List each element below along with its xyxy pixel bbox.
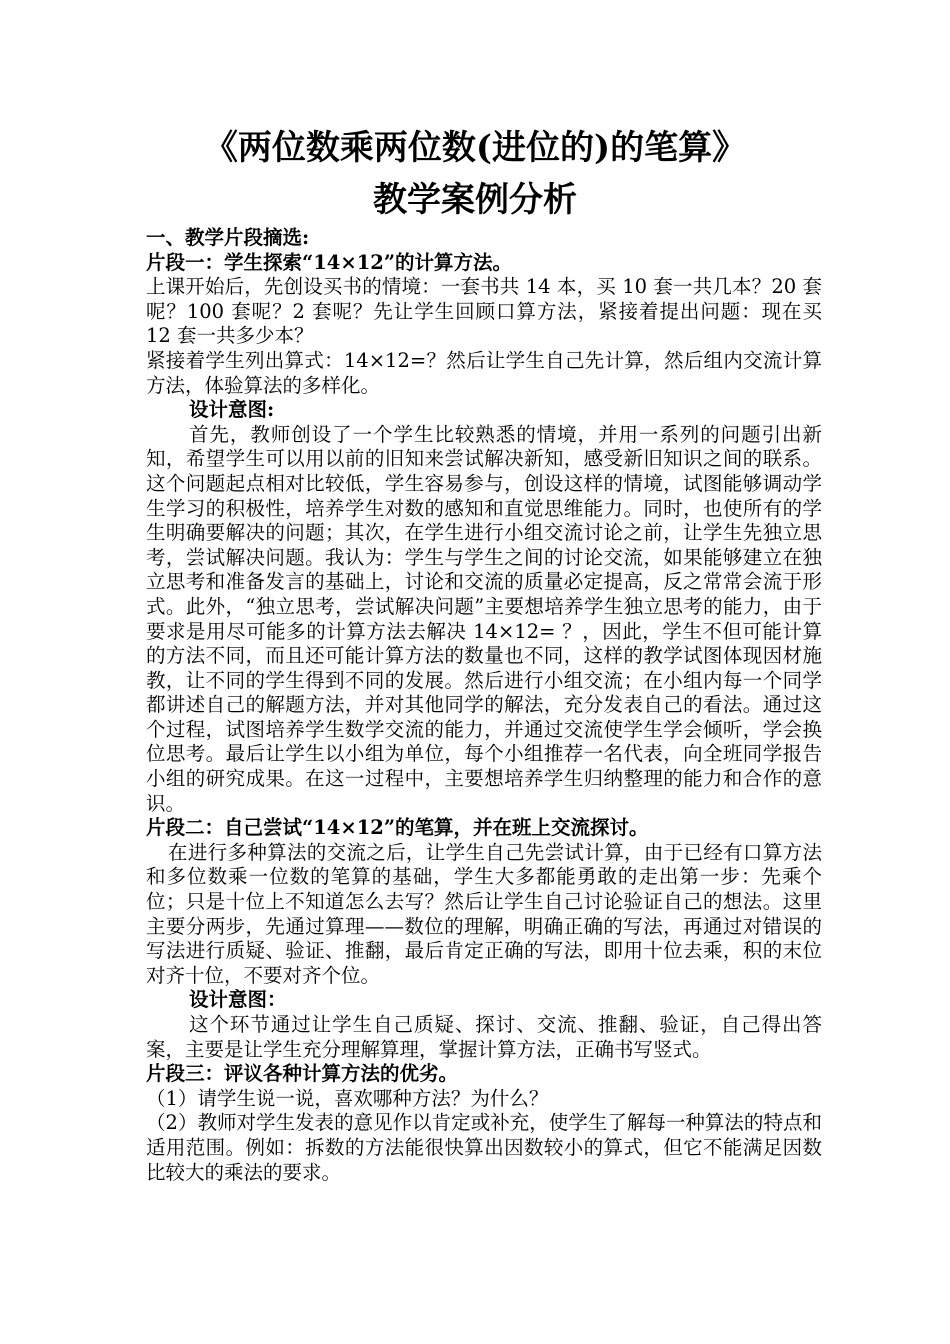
segment-heading-1: 片段一：学生探索“14×12”的计算方法。	[146, 250, 513, 274]
body-paragraph: 上课开始后，先创设买书的情境：一套书共 14 本，买 10 套一共几本？20 套呢？100 套呢？2 套呢？先让学生回顾口算方法，紧接着提出问题：现在买 12 套一共多少本？	[146, 275, 822, 348]
document-subtitle: 教学案例分析	[373, 180, 577, 220]
design-intent-label: 设计意图：	[189, 988, 287, 1012]
document-title: 《两位数乘两位数(进位的)的笔算》	[203, 128, 747, 168]
body-paragraph: 这个环节通过让学生自己质疑、探讨、交流、推翻、验证，自己得出答案，主要是让学生充分理解算理，掌握计算方法，正确书写竖式。	[146, 1013, 822, 1061]
segment-heading-3: 片段三：评议各种计算方法的优劣。	[146, 1062, 459, 1086]
section-heading: 一、教学片段摘选:	[146, 226, 310, 249]
body-paragraph: 紧接着学生列出算式：14×12=？然后让学生自己先计算，然后组内交流计算方法，体验算法的多样化。	[146, 348, 822, 397]
design-intent-label: 设计意图:	[189, 398, 275, 422]
list-item: （2）教师对学生发表的意见作以肯定或补充，使学生了解每一种算法的特点和适用范围。例如：拆数的方法能很快算出因数较小的算式，但它不能满足因数比较大的乘法的要求。	[146, 1111, 822, 1184]
document-body	[146, 226, 822, 1185]
segment-heading-2: 片段二：自己尝试“14×12”的笔算，并在班上交流探讨。	[146, 816, 649, 840]
body-paragraph: 首先，教师创设了一个学生比较熟悉的情境，并用一系列的问题引出新知，希望学生可以用以前的旧知来尝试解决新知，感受新旧知识之间的联系。这个问题起点相对比较低，学生容易参与，创设这样的情境，试图能够调动学生学习的积极性，培养学生对数的感知和直觉思维能力。同时，也使所有的学生明确要解决的问题；其次，在学生进行小组交流讨论之前，让学生先独立思考，尝试解决问题。我认为：学生与学生之间的讨论交流，如果能够建立在独立思考和准备发言的基础上，讨论和交流的质量必定提高，反之常常会流于形式。此外，“独立思考，尝试解决问题”主要想培养学生独立思考的能力，由于要求是用尽可能多的计算方法去解决 14×12= ？，因此，学生不但可能计算的方法不同，而且还可能计算方法的数量也不同，这样的教学试图体现因材施教，让不同的学生得到不同的发展。然后进行小组交流；在小组内每一个同学都讲述自己的解题方法，并对其他同学的解法，充分发表自己的看法。通过这个过程，试图培养学生数学交流的能力，并通过交流使学生学会倾听，学会换位思考。最后让学生以小组为单位，每个小组推荐一名代表，向全班同学报告小组的研究成果。在这一过程中，主要想培养学生归纳整理的能力和合作的意识。	[146, 422, 822, 815]
list-item: （1）请学生说一说，喜欢哪种方法？为什么？	[146, 1086, 549, 1110]
body-paragraph: 在进行多种算法的交流之后，让学生自己先尝试计算，由于已经有口算方法和多位数乘一位数的笔算的基础，学生大多都能勇敢的走出第一步：先乘个位；只是十位上不知道怎么去写？然后让学生自己讨论验证自己的想法。这里主要分两步，先通过算理——数位的理解，明确正确的写法，再通过对错误的写法进行质疑、验证、推翻，最后肯定正确的写法，即用十位去乘，积的末位对齐十位，不要对齐个位。	[146, 840, 822, 987]
